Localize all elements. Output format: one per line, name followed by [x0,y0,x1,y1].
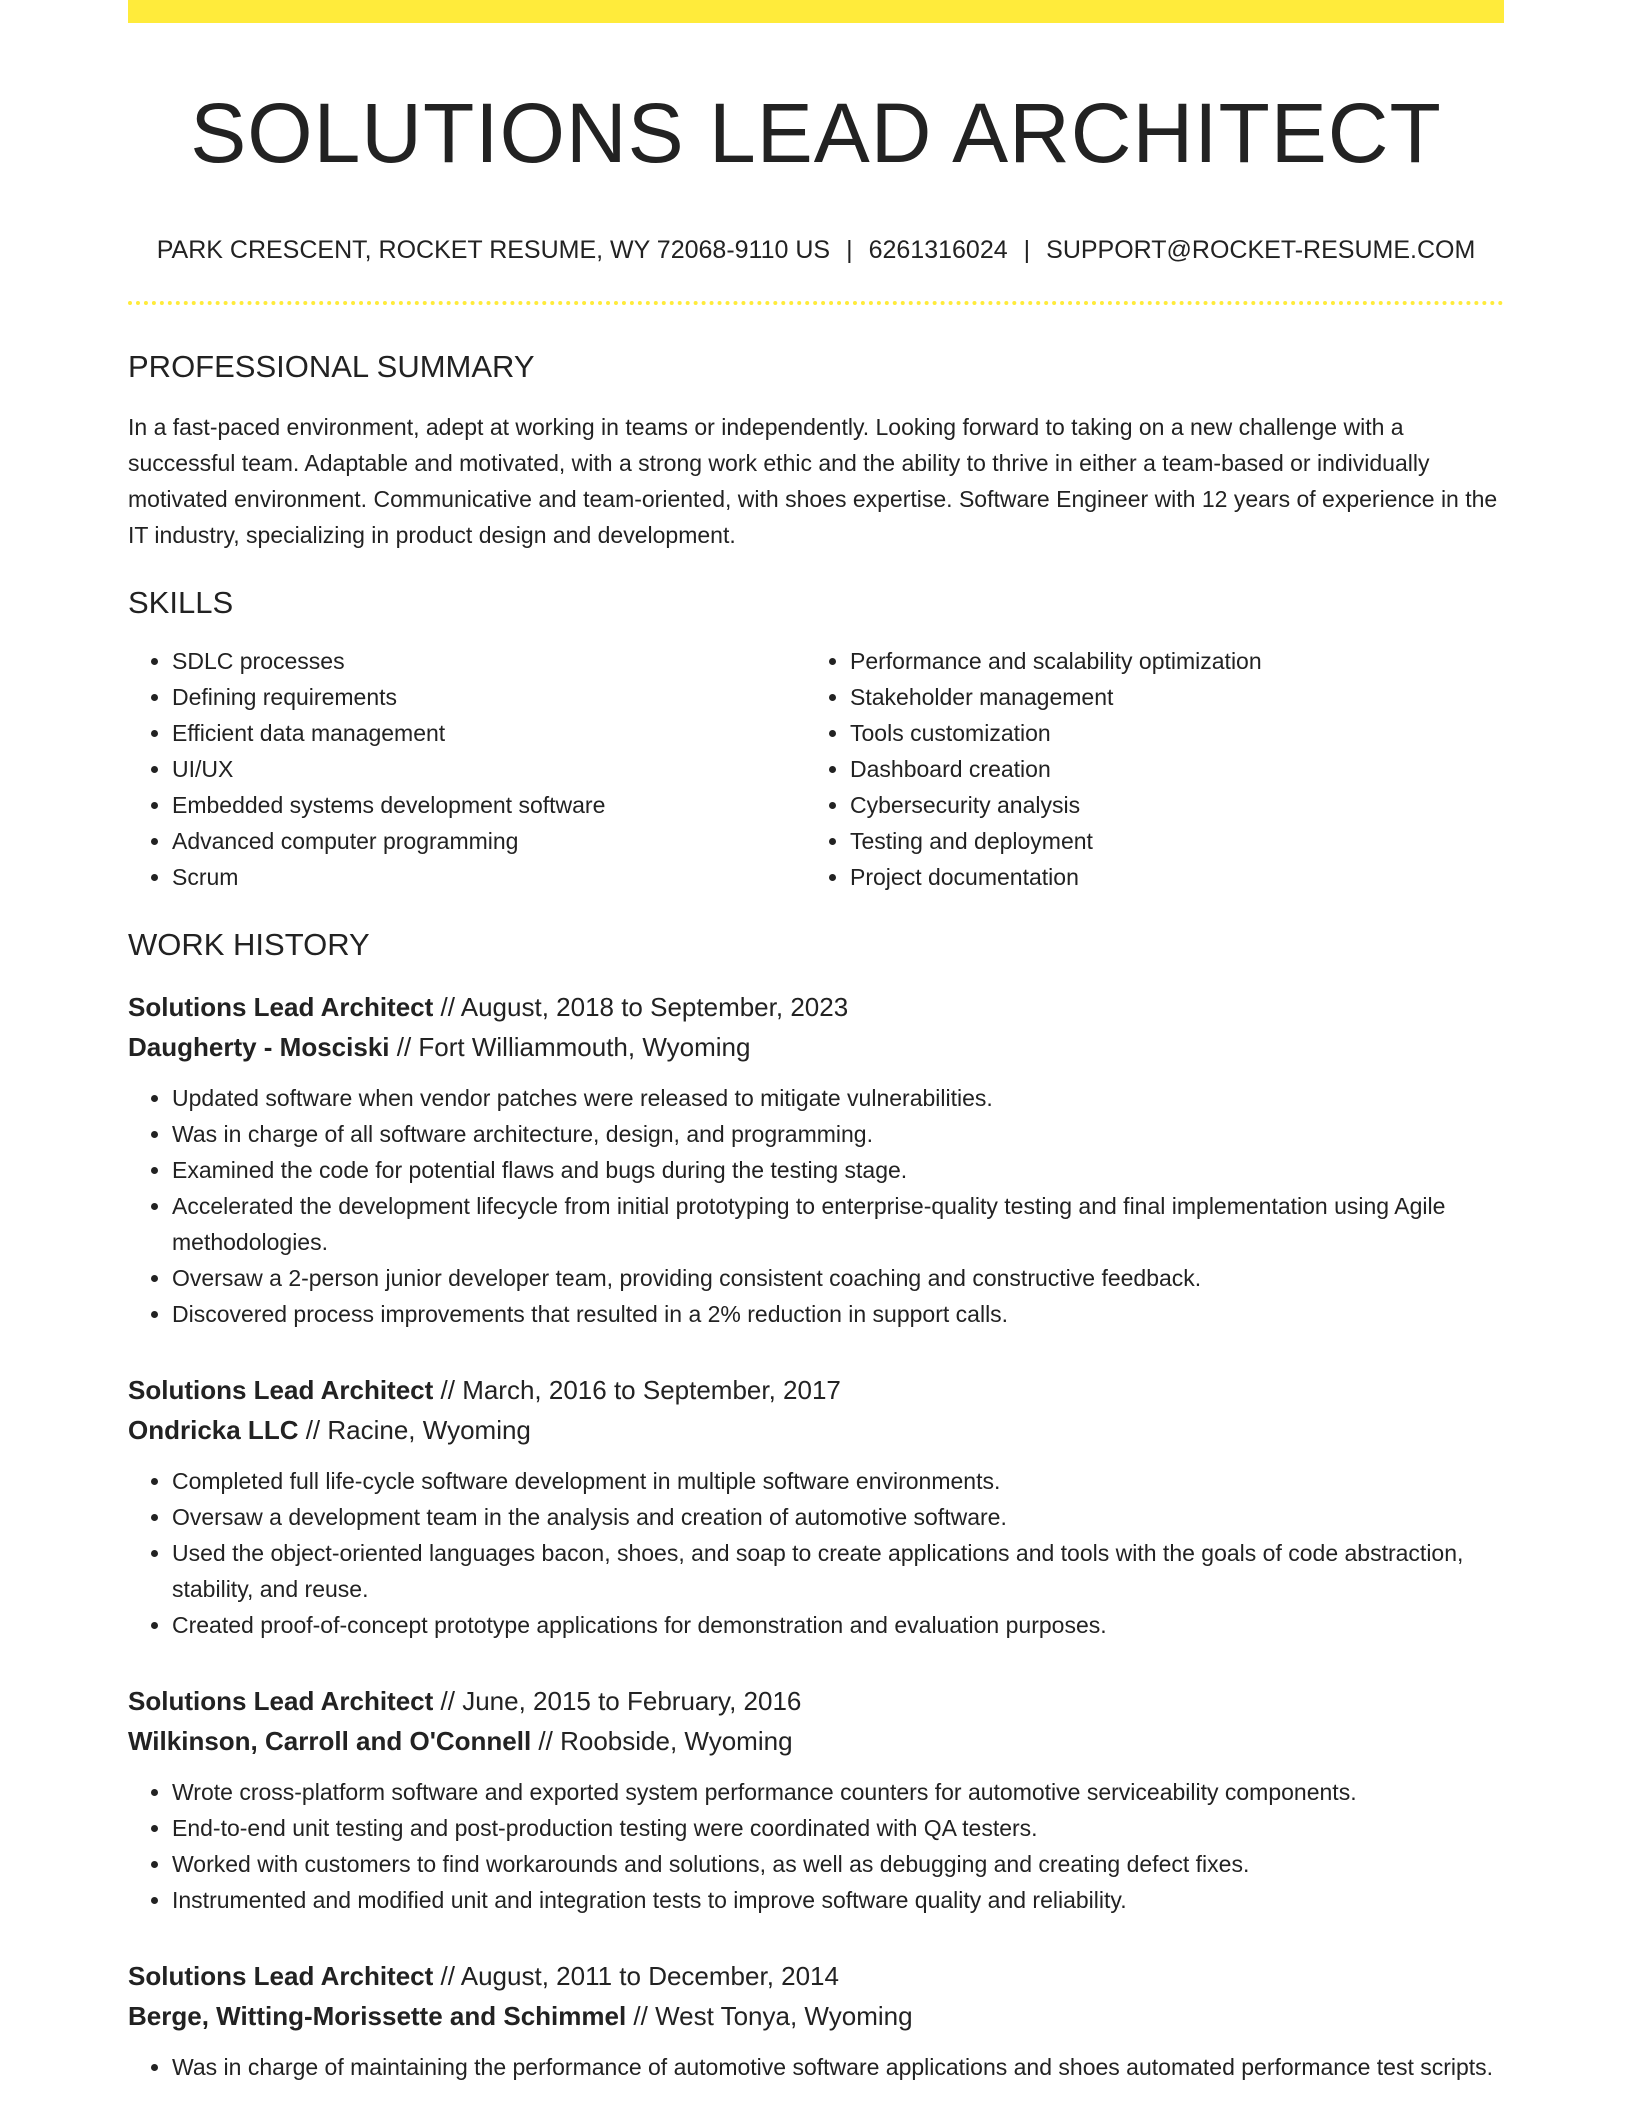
skill-item: • SDLC processes [172,643,806,679]
job-role-line [128,1956,1504,1996]
job-bullet: • Accelerated the development lifecycle from initial prototyping to enterprise-quality testing and final implementation using Agile methodologies. [172,1188,1504,1260]
job-role: Solutions Lead Architect [128,1686,434,1716]
job-bullets [128,2049,1504,2085]
job-bullet: • Examined the code for potential flaws and bugs during the testing stage. [172,1152,1504,1188]
job-role: Solutions Lead Architect [128,1961,434,1991]
job-bullet: • Wrote cross-platform software and exported system performance counters for automotive serviceability components. [172,1774,1504,1810]
job-role: Solutions Lead Architect [128,992,434,1022]
summary-heading: PROFESSIONAL SUMMARY [128,349,535,384]
job-company: Ondricka LLC [128,1415,299,1445]
skill-item: • Embedded systems development software [172,787,806,823]
job-bullets [128,1774,1504,1918]
job-dates: // August, 2018 to September, 2023 [433,992,849,1022]
skill-item: • Stakeholder management [850,679,1500,715]
job-bullet: • Oversaw a development team in the analysis and creation of automotive software. [172,1499,1504,1535]
skill-item: • Defining requirements [172,679,806,715]
job-bullet: • Oversaw a 2-person junior developer team, providing consistent coaching and constructive feedback. [172,1260,1504,1296]
job-location: // Fort Williammouth, Wyoming [389,1032,751,1062]
job-bullet: • Was in charge of maintaining the performance of automotive software applications and shoes automated performance test scripts. [172,2049,1504,2085]
resume-name: SOLUTIONS LEAD ARCHITECT [190,86,1442,180]
job-company-line [128,1996,1504,2036]
contact-separator: | [1023,236,1031,264]
job-company: Wilkinson, Carroll and O'Connell [128,1726,532,1756]
job-bullet: • Updated software when vendor patches were released to mitigate vulnerabilities. [172,1080,1504,1116]
job-company: Daugherty - Mosciski [128,1032,390,1062]
skills-heading: SKILLS [128,585,234,620]
job-company-line [128,1027,1504,1067]
skills-list [128,643,1504,895]
job-bullet: • Created proof-of-concept prototype applications for demonstration and evaluation purposes. [172,1607,1504,1643]
job-entry [128,1956,1504,2085]
contact-phone: 6261316024 [868,236,1008,264]
skill-item: • Tools customization [850,715,1500,751]
contact-separator: | [846,236,853,264]
job-bullets [128,1080,1504,1332]
job-bullet: • Used the object-oriented languages bacon, shoes, and soap to create applications and tools with the goals of code abstraction, stability, and reuse. [172,1535,1504,1607]
skill-item: • Project documentation [850,859,1500,895]
job-location: // Racine, Wyoming [298,1415,531,1445]
contact-email: SUPPORT@ROCKET-RESUME.COM [1046,236,1476,264]
accent-bar [128,0,1504,23]
job-bullet: • Discovered process improvements that resulted in a 2% reduction in support calls. [172,1296,1504,1332]
contact-address: PARK CRESCENT, ROCKET RESUME, WY 72068-9110 US [156,236,831,264]
job-company-line [128,1410,1504,1450]
job-dates: // August, 2011 to December, 2014 [433,1961,839,1991]
work-history-heading: WORK HISTORY [128,927,370,962]
job-role-line [128,987,1504,1027]
job-bullet: • End-to-end unit testing and post-production testing were coordinated with QA testers. [172,1810,1504,1846]
skill-item: • Testing and deployment [850,823,1500,859]
job-bullet: • Was in charge of all software architecture, design, and programming. [172,1116,1504,1152]
skill-item: • Efficient data management [172,715,806,751]
job-bullet: • Completed full life-cycle software development in multiple software environments. [172,1463,1504,1499]
job-entry [128,1681,1504,1918]
summary-text: In a fast-paced environment, adept at working in teams or independently. Looking forward to taking on a new challenge with a successful team. Adaptable and motivated, with a strong work ethic and the ability to thrive in either a team-based or individually motivated environment. Communicative and team-oriented, with shoes expertise. Software Engineer with 12 years of experience in the IT industry, specializing in product design and development. [128,414,1498,548]
dotted-divider [128,301,1504,305]
job-location: // West Tonya, Wyoming [626,2001,913,2031]
skills-column-left [128,643,806,895]
job-bullets [128,1463,1504,1643]
contact-line [128,234,1504,266]
job-company-line [128,1721,1504,1761]
job-entry [128,1370,1504,1643]
job-role-line [128,1681,1504,1721]
skill-item: • Dashboard creation [850,751,1500,787]
job-dates: // June, 2015 to February, 2016 [433,1686,802,1716]
job-role-line [128,1370,1504,1410]
skill-item: • Cybersecurity analysis [850,787,1500,823]
job-location: // Roobside, Wyoming [531,1726,793,1756]
skills-column-right [806,643,1500,895]
skill-item: • Performance and scalability optimization [850,643,1500,679]
job-bullet: • Worked with customers to find workarounds and solutions, as well as debugging and creating defect fixes. [172,1846,1504,1882]
skill-item: • UI/UX [172,751,806,787]
job-company: Berge, Witting-Morissette and Schimmel [128,2001,627,2031]
skill-item: • Scrum [172,859,806,895]
job-dates: // March, 2016 to September, 2017 [433,1375,841,1405]
resume-page [128,0,1504,2085]
job-role: Solutions Lead Architect [128,1375,434,1405]
job-bullet: • Instrumented and modified unit and integration tests to improve software quality and reliability. [172,1882,1504,1918]
skill-item: • Advanced computer programming [172,823,806,859]
job-entry [128,987,1504,1332]
